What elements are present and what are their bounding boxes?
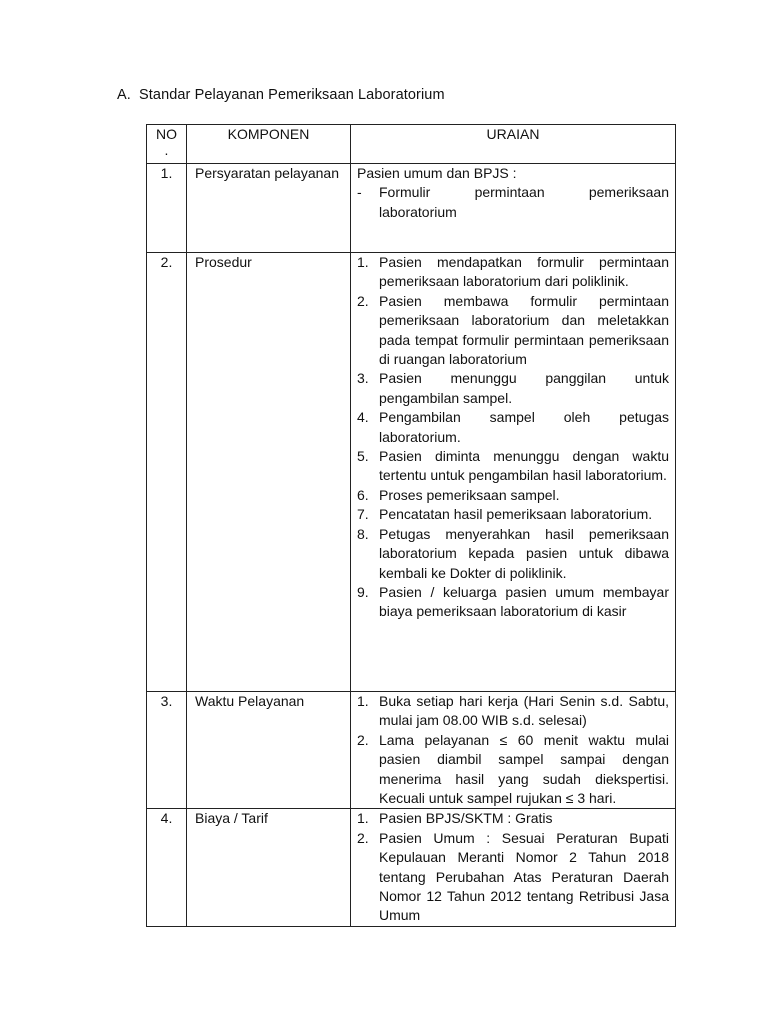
list-item	[357, 692, 669, 731]
list-marker: 1.	[357, 693, 369, 709]
row-component: Prosedur	[187, 253, 351, 692]
row-component: Persyaratan pelayanan	[187, 164, 351, 253]
section-title: Standar Pelayanan Pemeriksaan Laboratorium	[139, 87, 445, 103]
list-marker: 2.	[357, 829, 369, 846]
list-item	[357, 731, 669, 809]
list-marker: 3.	[357, 370, 369, 387]
row-number: 1.	[147, 164, 187, 253]
list-marker: 2.	[357, 292, 369, 309]
list-item	[357, 583, 669, 622]
row-component: Waktu Pelayanan	[187, 692, 351, 809]
table-row	[147, 692, 676, 809]
list-text: Pengambilan sampel oleh petugas laboratorium.	[379, 409, 669, 445]
list-item	[357, 292, 669, 370]
row-number: 4.	[147, 809, 187, 926]
table-row	[147, 253, 676, 692]
list-text: Pencatatan hasil pemeriksaan laboratorium.	[379, 506, 653, 523]
header-no-dot: .	[164, 142, 169, 159]
list-item	[357, 809, 669, 828]
list-item	[357, 486, 669, 505]
list-text: Pasien mendapatkan formulir permintaan pemeriksaan laboratorium dari poliklinik.	[379, 254, 669, 290]
list-item	[357, 829, 669, 926]
row-description	[351, 253, 676, 692]
list-marker: 5.	[357, 448, 369, 465]
section-heading	[117, 86, 445, 105]
list-text: Lama pelayanan ≤ 60 menit waktu mulai pasien diambil sampel sampai dengan menerima hasil yang sudah diekspertisi. Kecuali untuk sampel rujukan ≤ 3 hari.	[379, 731, 669, 807]
row-description	[351, 164, 676, 253]
section-letter: A.	[117, 87, 131, 103]
row-intro: Pasien umum dan BPJS :	[357, 165, 517, 181]
table-header-row	[147, 125, 676, 164]
row-number: 3.	[147, 692, 187, 809]
header-no-label: NO	[156, 126, 177, 142]
row-component: Biaya / Tarif	[187, 809, 351, 926]
list-text: Petugas menyerahkan hasil pemeriksaan laboratorium kepada pasien untuk dibawa kembali ke Dokter di poliklinik.	[379, 525, 669, 581]
list-marker: 1.	[357, 254, 369, 270]
list-marker: -	[357, 184, 362, 201]
list-marker: 8.	[357, 525, 369, 542]
row-number: 2.	[147, 253, 187, 692]
header-komponen: KOMPONEN	[187, 125, 351, 164]
header-no	[147, 125, 187, 164]
list-marker: 1.	[357, 810, 369, 827]
list-marker: 4.	[357, 409, 369, 426]
list-item	[357, 183, 669, 222]
list-item	[357, 369, 669, 408]
service-standard-table	[146, 124, 676, 927]
list-marker: 9.	[357, 583, 369, 600]
list-item	[357, 408, 669, 447]
list-text: Proses pemeriksaan sampel.	[379, 486, 560, 503]
list-text: Pasien membawa formulir permintaan pemeriksaan laboratorium dan meletakkan pada tempat formulir permintaan pemeriksaan di ruangan laboratorium	[379, 292, 669, 368]
list-text: Buka setiap hari kerja (Hari Senin s.d. Sabtu, mulai jam 08.00 WIB s.d. selesai)	[379, 693, 669, 729]
list-text: Pasien diminta menunggu dengan waktu tertentu untuk pengambilan hasil laboratorium.	[379, 448, 669, 484]
list-marker: 2.	[357, 731, 369, 748]
list-marker: 6.	[357, 486, 369, 503]
list-text: Pasien / keluarga pasien umum membayar biaya pemeriksaan laboratorium di kasir	[379, 583, 669, 620]
list-item	[357, 505, 669, 524]
list-text: Formulir permintaan pemeriksaan laboratorium	[379, 184, 669, 220]
row-description	[351, 692, 676, 809]
table-row	[147, 164, 676, 253]
list-marker: 7.	[357, 506, 369, 523]
list-item	[357, 447, 669, 486]
list-text: Pasien menunggu panggilan untuk pengambilan sampel.	[379, 370, 669, 406]
list-text: Pasien BPJS/SKTM : Gratis	[379, 810, 553, 827]
list-text: Pasien Umum : Sesuai Peraturan Bupati Kepulauan Meranti Nomor 2 Tahun 2018 tentang Perubahan Atas Peraturan Daerah Nomor 12 Tahun 2012 tentang Retribusi Jasa Umum	[379, 829, 669, 924]
list-item	[357, 525, 669, 583]
header-uraian: URAIAN	[351, 125, 676, 164]
list-item	[357, 253, 669, 292]
row-description	[351, 809, 676, 926]
table-row	[147, 809, 676, 926]
